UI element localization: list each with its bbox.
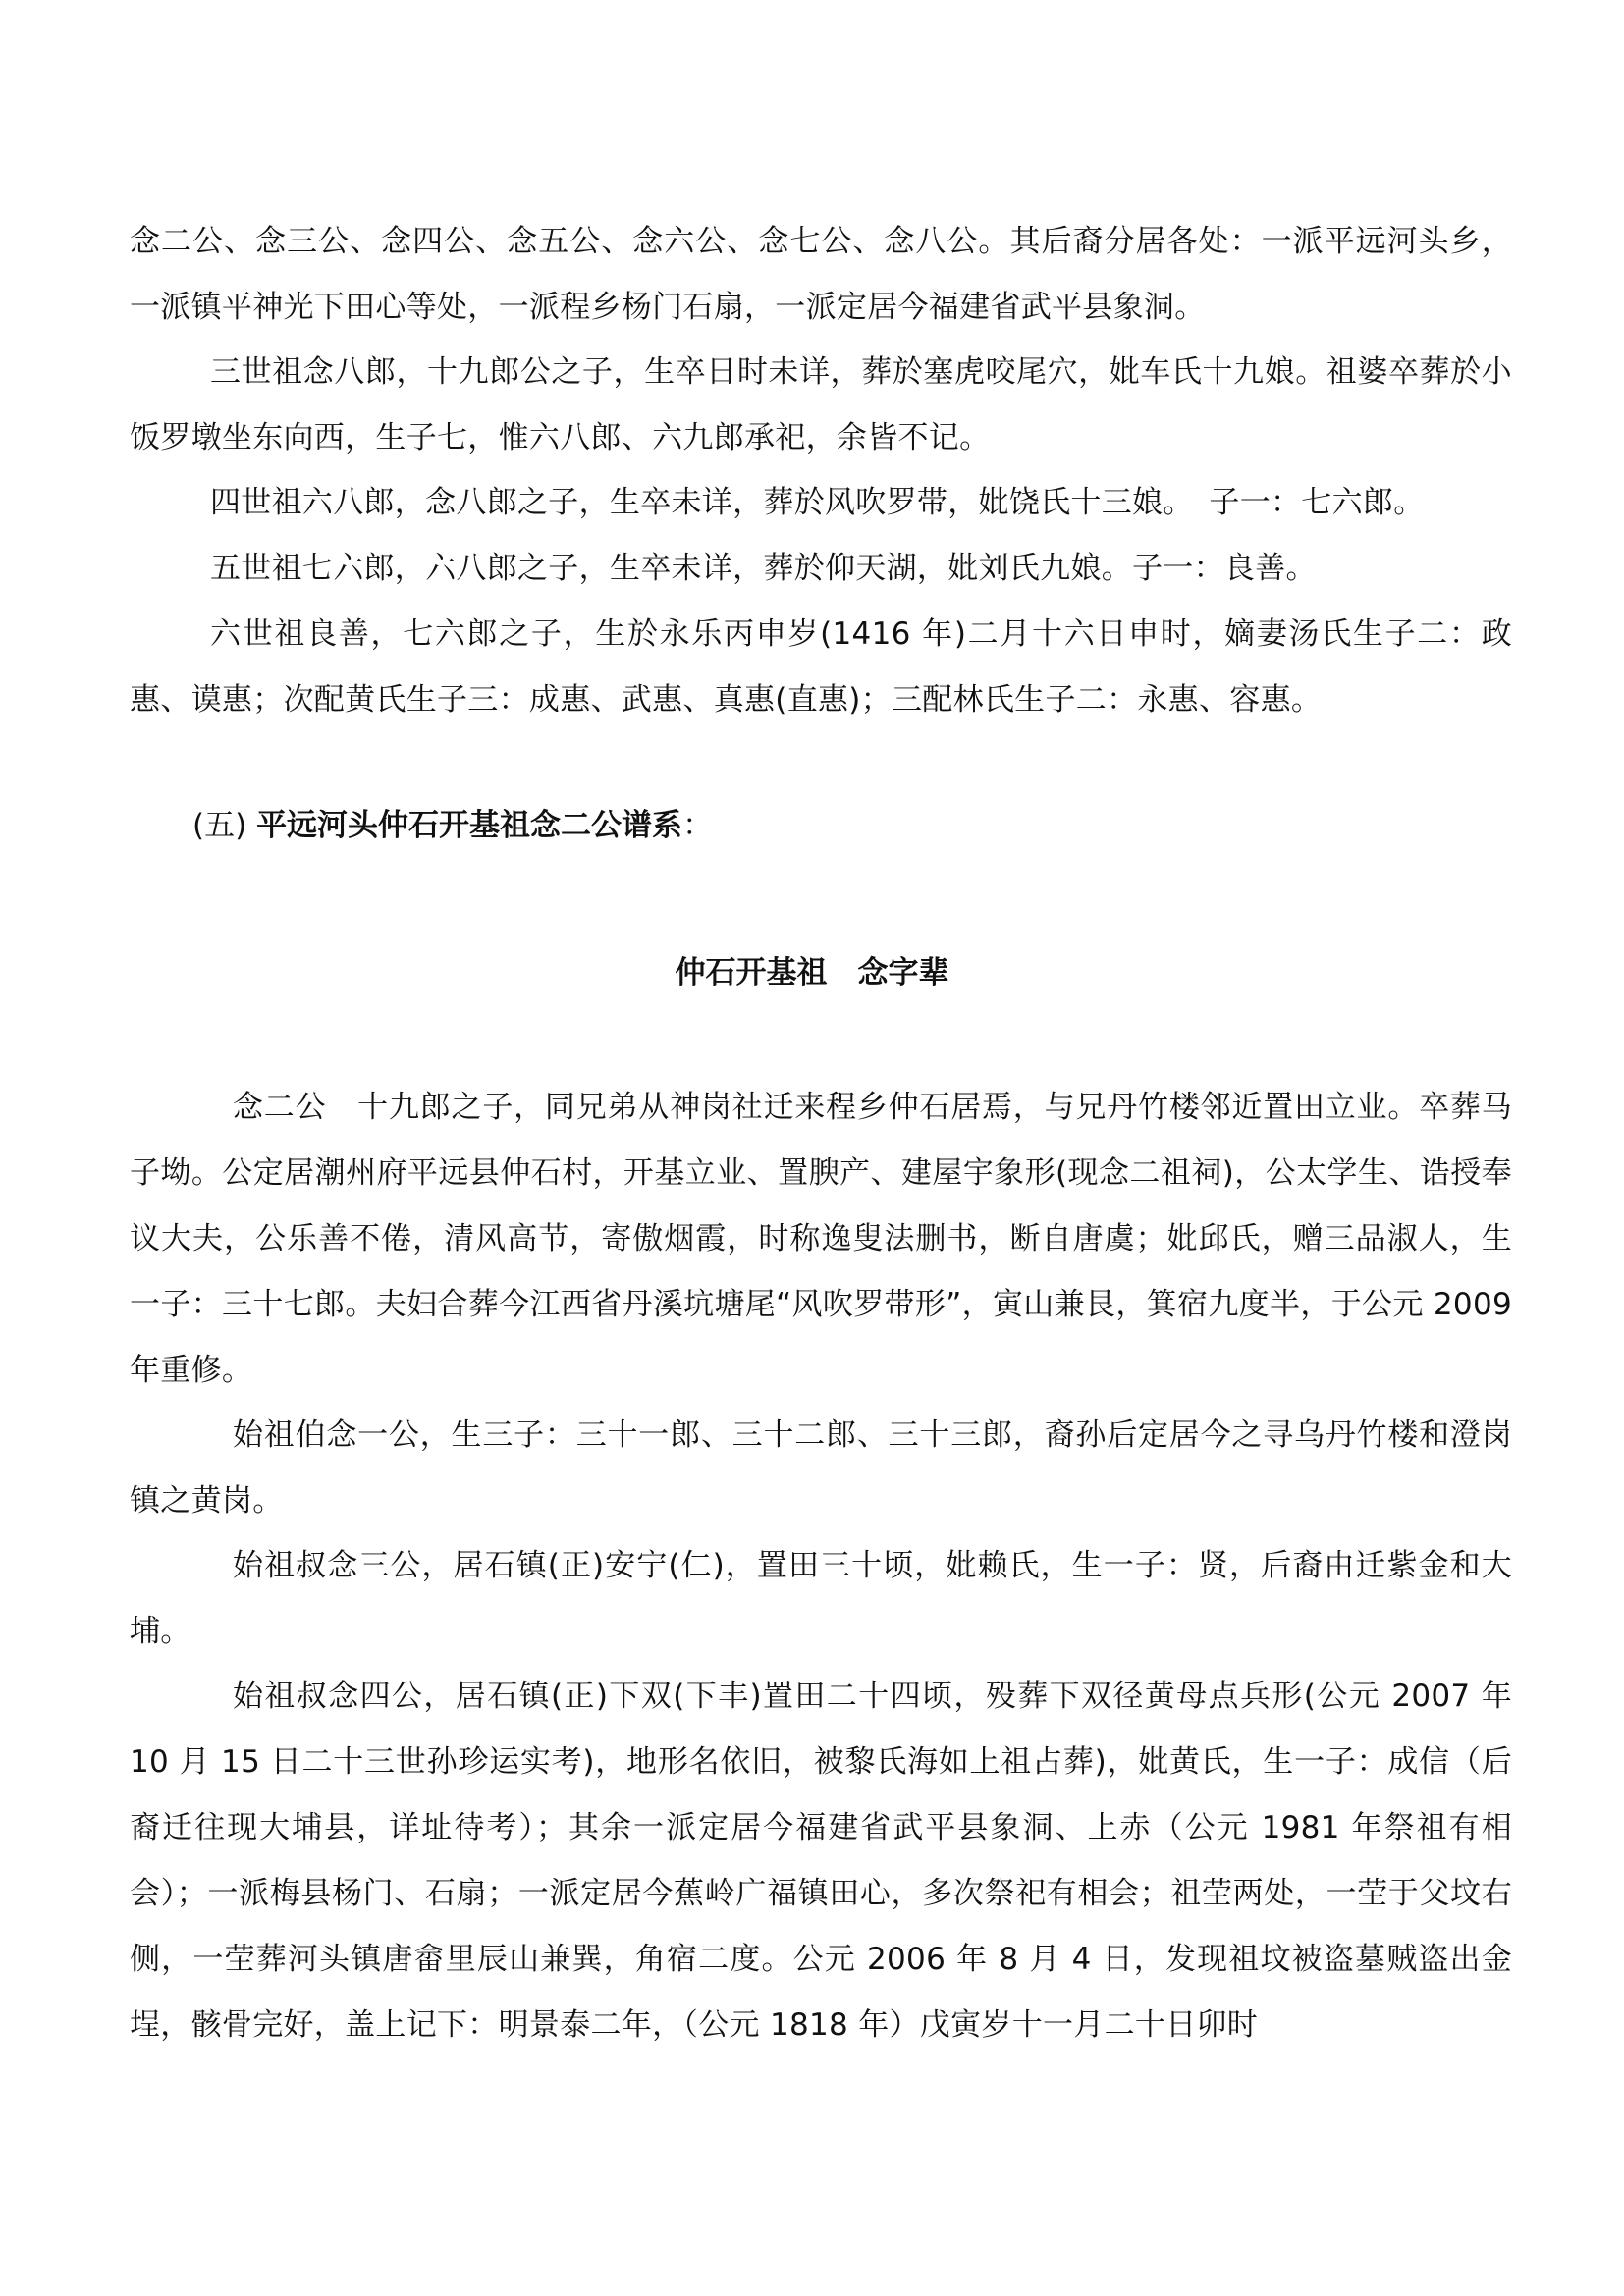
paragraph-third-generation: 三世祖念八郎，十九郎公之子，生卒日时未详，葬於塞虎咬尾穴，妣车氏十九娘。祖婆卒葬於小饭罗墩坐东向西，生子七，惟六八郎、六九郎承祀，余皆不记。 bbox=[130, 354, 1512, 455]
section-number: (五) bbox=[192, 808, 247, 843]
paragraph-nian-san-gong: 始祖叔念三公，居石镇(正)安宁(仁)，置田三十顷，妣赖氏，生一子：贤，后裔由迁紫金和大埔。 bbox=[130, 1548, 1512, 1649]
paragraph-nian-er-gong: 念二公 十九郎之子，同兄弟从神岗社迁来程乡仲石居焉，与兄丹竹楼邻近置田立业。卒葬马子坳。公定居潮州府平远县仲石村，开基立业、置腴产、建屋宇象形(现念二祖祠)，公太学生、诰授奉议大夫，公乐善不倦，清风高节，寄傲烟霞，时称逸叟法删书，断自唐虞；妣邱氏，赠三品淑人，生一子：三十七郎。夫妇合葬今江西省丹溪坑塘尾“风吹罗带形”，寅山兼艮，箕宿九度半，于公元 2009 年重修。 bbox=[130, 1090, 1512, 1388]
section-colon: ： bbox=[682, 808, 714, 843]
paragraph-nian-yi-gong: 始祖伯念一公，生三子：三十一郎、三十二郎、三十三郎，裔孙后定居今之寻乌丹竹楼和澄岗镇之黄岗。 bbox=[130, 1417, 1512, 1519]
paragraph-descendants: 念二公、念三公、念四公、念五公、念六公、念七公、念八公。其后裔分居各处：一派平远河头乡，一派镇平神光下田心等处，一派程乡杨门石扇，一派定居今福建省武平县象洞。 bbox=[130, 224, 1512, 325]
section-heading bbox=[192, 803, 713, 848]
paragraph-nian-si-gong: 始祖叔念四公，居石镇(正)下双(下丰)置田二十四顷，殁葬下双径黄母点兵形(公元 2007 年 10 月 15 日二十三世孙珍运实考)，地形名依旧，被黎氏海如上祖占葬)，妣黄氏，生一子：成信（后裔迁往现大埔县，详址待考）；其余一派定居今福建省武平县象洞、上赤（公元 1981 年祭祖有相会）；一派梅县杨门、石扇；一派定居今蕉岭广福镇田心，多次祭祀有相会；祖茔两处，一茔于父坟右侧，一茔葬河头镇唐畲里辰山兼巽，角宿二度。公元 2006 年 8 月 4 日，发现祖坟被盗墓贼盗出金埕，骸骨完好，盖上记下：明景泰二年，（公元 1818 年）戊寅岁十一月二十日卯时 bbox=[130, 1679, 1512, 2043]
paragraph-fifth-generation: 五世祖七六郎，六八郎之子，生卒未详，葬於仰天湖，妣刘氏九娘。子一：良善。 bbox=[210, 551, 1317, 586]
section-title: 平远河头仲石开基祖念二公谱系 bbox=[256, 808, 683, 843]
paragraph-fourth-generation: 四世祖六八郎，念八郎之子，生卒未详，葬於风吹罗带，妣饶氏十三娘。 子一：七六郎。 bbox=[210, 485, 1425, 520]
paragraph-sixth-generation: 六世祖良善，七六郎之子，生於永乐丙申岁(1416 年)二月十六日申时，嫡妻汤氏生子二：政惠、谟惠；次配黄氏生子三：成惠、武惠、真惠(直惠)；三配林氏生子二：永惠、容惠。 bbox=[130, 616, 1512, 718]
center-title: 仲石开基祖 念字辈 bbox=[675, 955, 949, 990]
